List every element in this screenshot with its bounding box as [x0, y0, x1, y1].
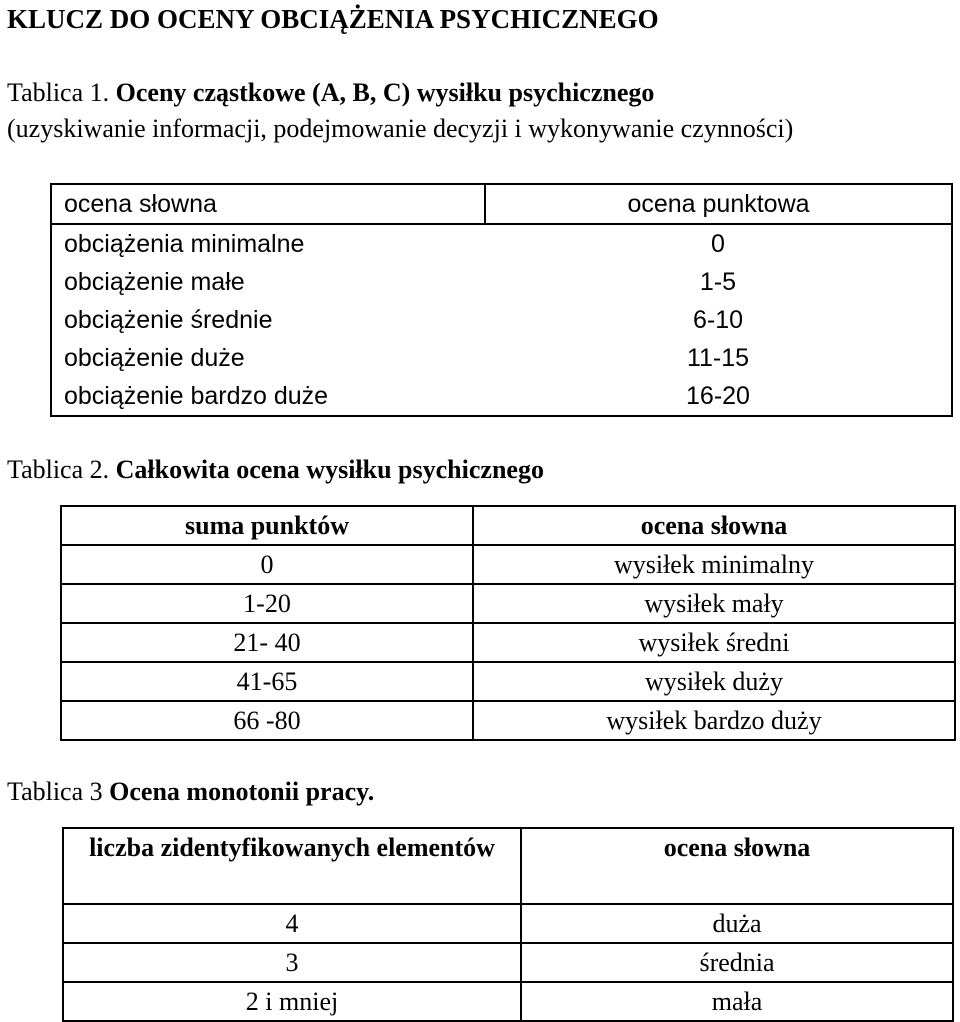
table1-cell: 11-15 — [686, 343, 750, 372]
table2-cell: 1-20 — [61, 584, 473, 623]
table2-cell: wysiłek bardzo duży — [473, 701, 955, 740]
table2-cell: wysiłek minimalny — [473, 545, 955, 584]
table1-header-cell: ocena punktowa — [485, 184, 952, 224]
table1-row — [51, 263, 952, 301]
table1-cell: obciążenie duże — [64, 343, 245, 372]
table1-caption — [7, 76, 654, 110]
document-title: KLUCZ DO OCENY OBCIĄŻENIA PSYCHICZNEGO — [7, 4, 659, 34]
table3-header-cell: liczba zidentyfikowanych elementów — [63, 828, 521, 904]
table2-cell: wysiłek mały — [473, 584, 955, 623]
table3-cell: 4 — [63, 904, 521, 943]
table1-row — [51, 224, 952, 263]
table2-row — [61, 584, 955, 623]
table3-row — [63, 943, 953, 982]
table3-cell: średnia — [521, 943, 953, 982]
table3-row — [63, 904, 953, 943]
table1 — [50, 183, 953, 417]
table3-row — [63, 982, 953, 1021]
table2-caption-prefix: Tablica 2. — [7, 455, 116, 484]
table3-caption-title: Ocena monotonii pracy. — [109, 777, 375, 806]
table1-header-cell: ocena słowna — [51, 184, 485, 224]
table1-caption-title: Oceny cząstkowe (A, B, C) wysiłku psychicznego — [115, 78, 655, 107]
table2-cell: wysiłek duży — [473, 662, 955, 701]
table1-cell: 0 — [711, 229, 725, 258]
table3-cell: duża — [521, 904, 953, 943]
table1-cell: obciążenie małe — [64, 267, 245, 296]
table1-row — [51, 339, 952, 377]
table2-cell: 21- 40 — [61, 623, 473, 662]
table2-row — [61, 545, 955, 584]
table1-cell: obciążenia minimalne — [64, 229, 305, 258]
table3 — [62, 827, 954, 1022]
table2-row — [61, 623, 955, 662]
table2 — [60, 505, 956, 741]
table2-caption — [7, 453, 544, 487]
table1-cell: 6-10 — [692, 305, 744, 334]
table2-cell: 66 -80 — [61, 701, 473, 740]
table3-caption — [7, 775, 374, 809]
table2-cell: 0 — [61, 545, 473, 584]
table3-cell: 2 i mniej — [63, 982, 521, 1021]
table3-header-row — [63, 828, 953, 904]
table2-cell: wysiłek średni — [473, 623, 955, 662]
table1-cell: 16-20 — [686, 381, 750, 410]
table2-row — [61, 701, 955, 740]
table3-cell: mała — [521, 982, 953, 1021]
table2-row — [61, 662, 955, 701]
table1-cell: obciążenie średnie — [64, 305, 273, 334]
table2-caption-title: Całkowita ocena wysiłku psychicznego — [115, 455, 544, 484]
table1-subtitle: (uzyskiwanie informacji, podejmowanie decyzji i wykonywanie czynności) — [7, 114, 794, 143]
table1-row — [51, 301, 952, 339]
table3-caption-prefix: Tablica 3 — [7, 777, 110, 806]
table1-caption-prefix: Tablica 1. — [7, 78, 116, 107]
table1-cell: obciążenie bardzo duże — [64, 381, 329, 410]
table2-header-cell: suma punktów — [61, 506, 473, 545]
table1-row — [51, 377, 952, 416]
table1-cell: 1-5 — [699, 267, 737, 296]
table2-header-cell: ocena słowna — [473, 506, 955, 545]
table2-cell: 41-65 — [61, 662, 473, 701]
table1-header-row — [51, 184, 952, 224]
table2-header-row — [61, 506, 955, 545]
table3-header-cell: ocena słowna — [521, 828, 953, 904]
table3-cell: 3 — [63, 943, 521, 982]
